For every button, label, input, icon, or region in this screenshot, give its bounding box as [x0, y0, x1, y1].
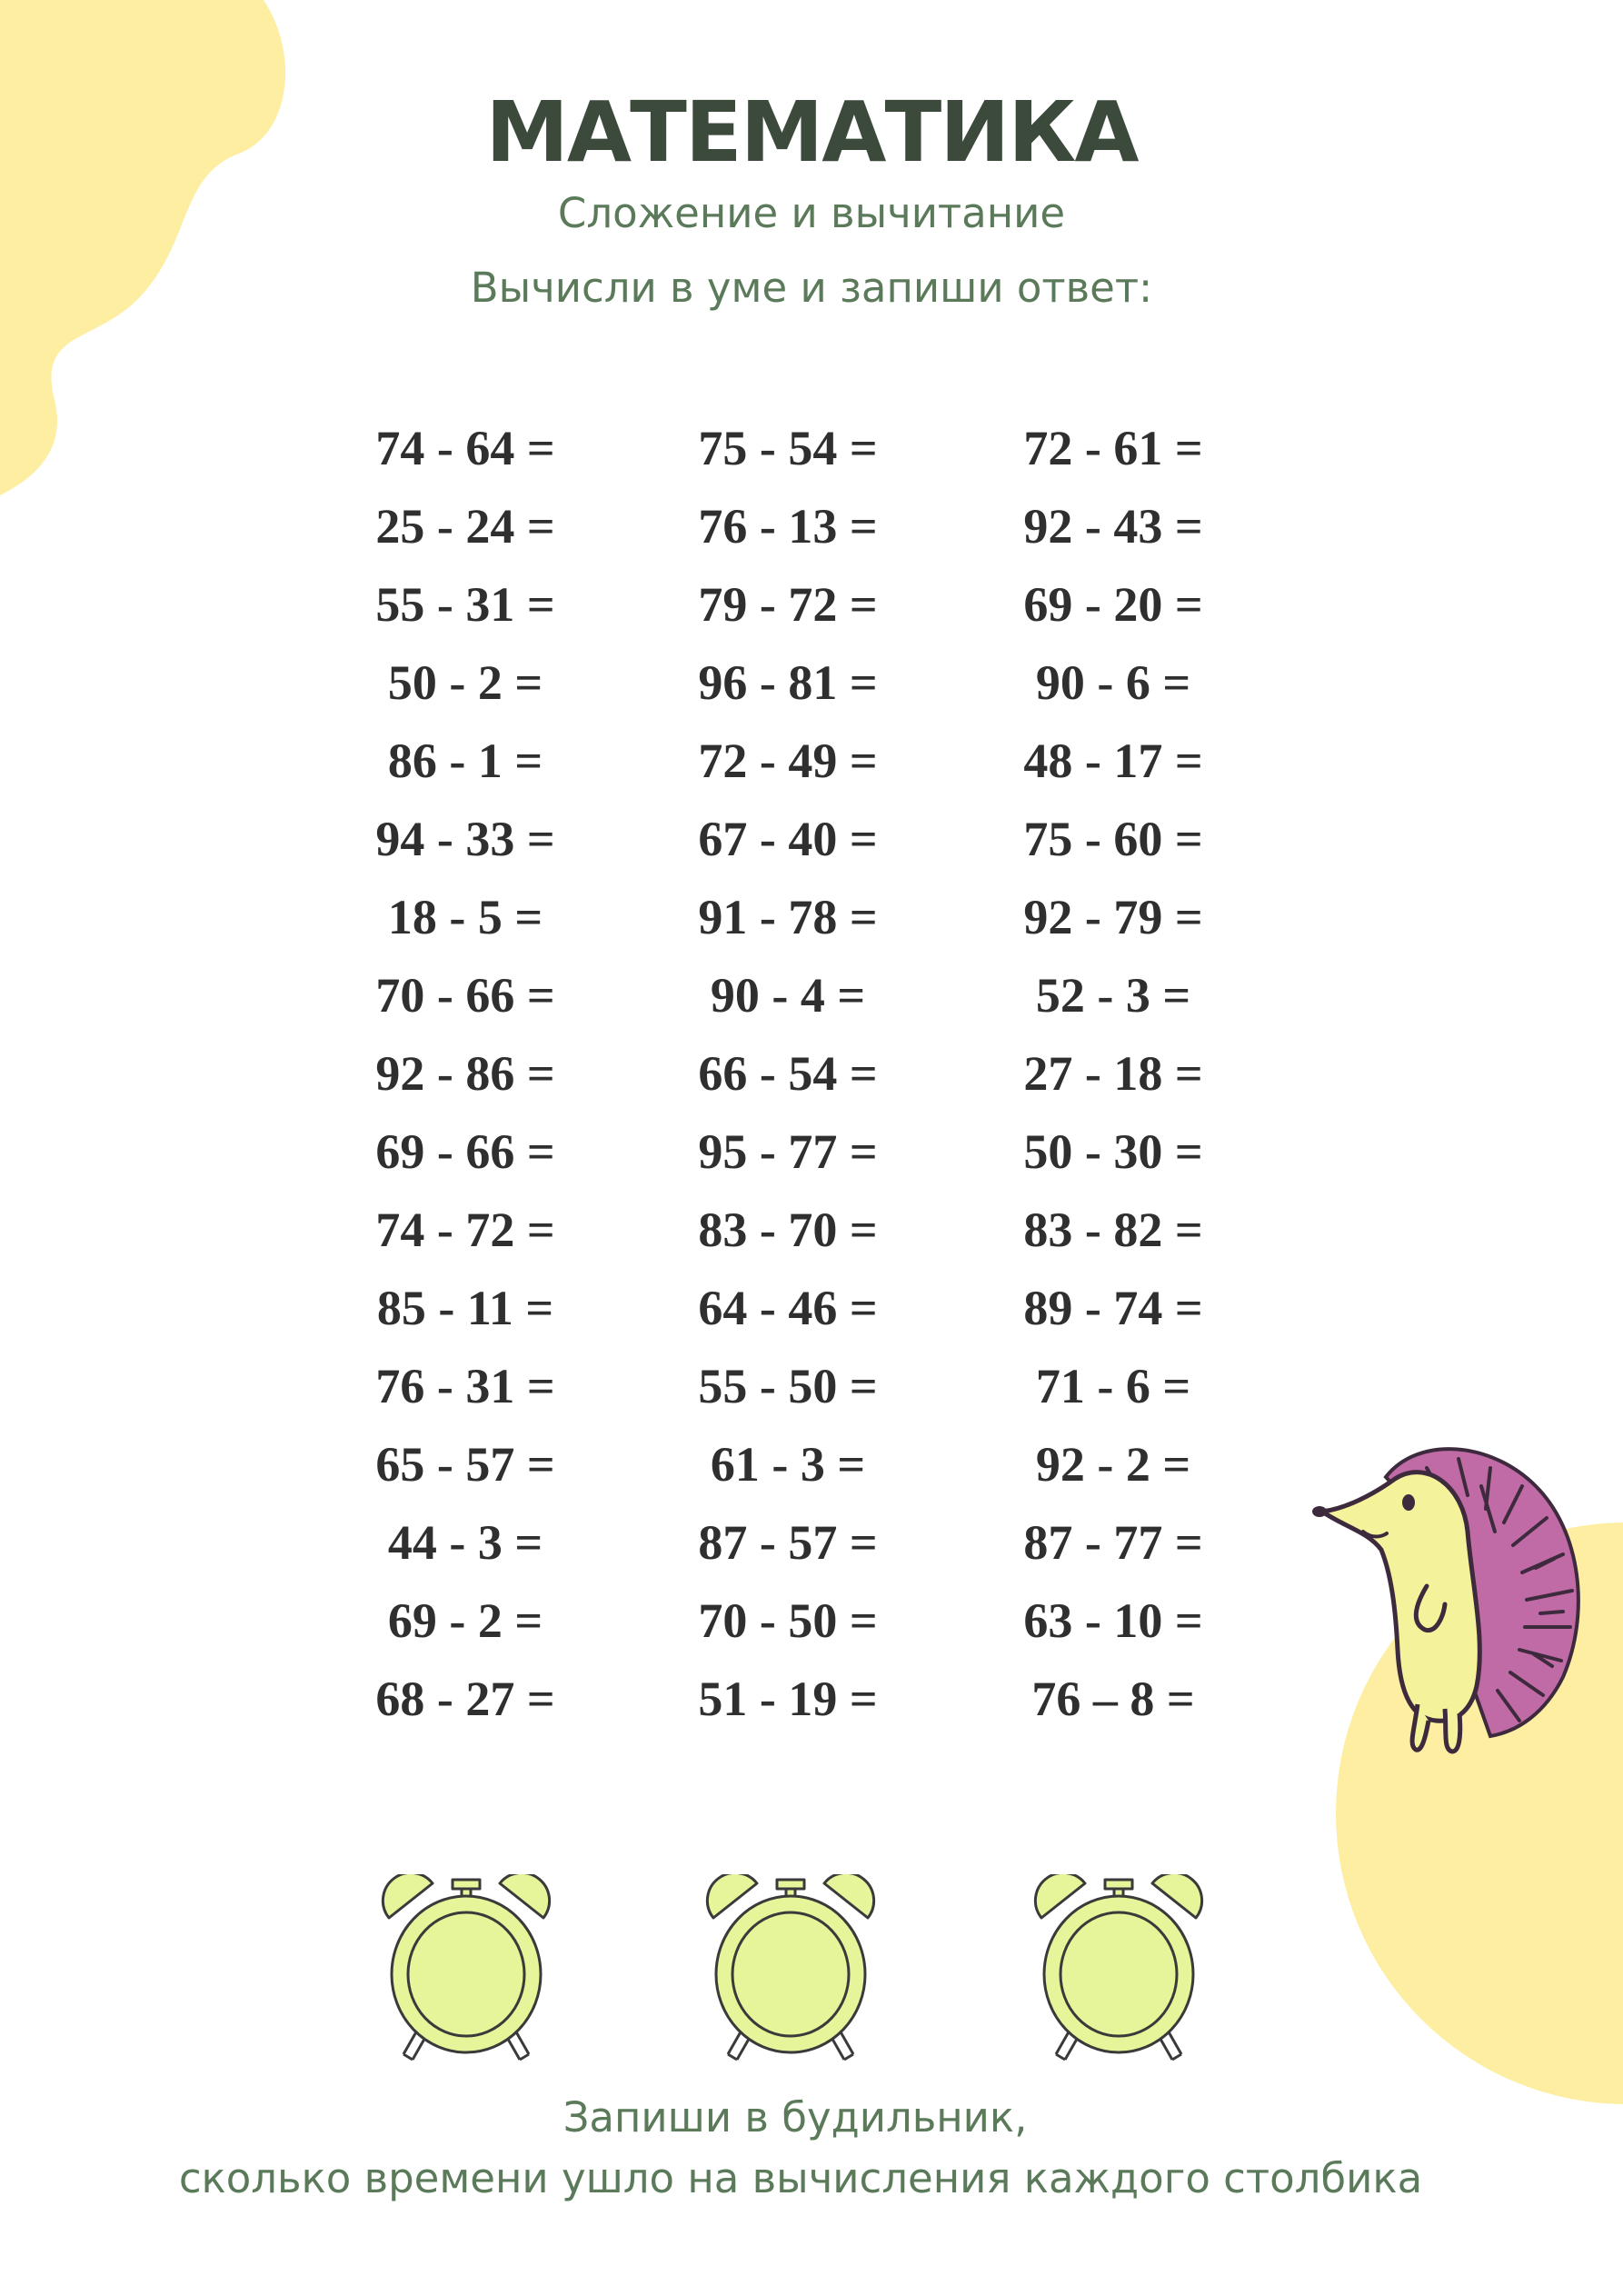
alarm-clock-icon: [380, 1874, 553, 2065]
exercise: 83 - 70 =: [698, 1203, 878, 1257]
exercise: 65 - 57 =: [375, 1437, 555, 1492]
exercise: 76 - 13 =: [698, 499, 878, 554]
exercise: 70 - 66 =: [375, 968, 555, 1023]
exercise: 67 - 40 =: [698, 812, 878, 866]
exercise: 74 - 72 =: [375, 1203, 555, 1257]
exercise: 87 - 57 =: [698, 1515, 878, 1570]
exercise: 72 - 49 =: [698, 734, 878, 788]
exercise: 90 - 4 =: [710, 968, 866, 1023]
exercise: 27 - 18 =: [1023, 1046, 1203, 1101]
exercise: 76 – 8 =: [1031, 1672, 1195, 1726]
exercise: 94 - 33 =: [375, 812, 555, 866]
exercise: 69 - 20 =: [1023, 577, 1203, 632]
exercise: 85 - 11 =: [376, 1281, 554, 1335]
exercise: 48 - 17 =: [1023, 734, 1203, 788]
exercise: 75 - 60 =: [1023, 812, 1203, 866]
exercise: 70 - 50 =: [698, 1593, 878, 1648]
exercise-column-2: [597, 414, 979, 1742]
exercise: 79 - 72 =: [698, 577, 878, 632]
footer-line-2: сколько времени ушло на вычисления каждого столбика: [178, 2154, 1423, 2202]
exercise: 86 - 1 =: [387, 734, 543, 788]
exercise: 50 - 2 =: [387, 655, 543, 710]
exercise: 52 - 3 =: [1035, 968, 1191, 1023]
exercise: 64 - 46 =: [698, 1281, 878, 1335]
exercise: 44 - 3 =: [387, 1515, 543, 1570]
exercise: 50 - 30 =: [1023, 1124, 1203, 1179]
exercise: 92 - 79 =: [1023, 890, 1203, 944]
exercise: 61 - 3 =: [710, 1437, 866, 1492]
page-subtitle: Сложение и вычитание: [557, 189, 1066, 237]
exercise: 55 - 31 =: [375, 577, 555, 632]
page-title: МАТЕМАТИКА: [485, 84, 1138, 181]
exercise: 96 - 81 =: [698, 655, 878, 710]
exercise: 69 - 66 =: [375, 1124, 555, 1179]
exercise: 63 - 10 =: [1023, 1593, 1203, 1648]
exercise: 95 - 77 =: [698, 1124, 878, 1179]
alarm-clock-icon: [704, 1874, 877, 2065]
instruction-text: Вычисли в уме и запиши ответ:: [470, 264, 1153, 312]
exercise: 74 - 64 =: [375, 421, 555, 475]
exercise: 72 - 61 =: [1023, 421, 1203, 475]
exercise: 71 - 6 =: [1035, 1359, 1191, 1413]
footer-line-1: Запиши в будильник,: [563, 2093, 1028, 2141]
exercise-column-3: [922, 414, 1304, 1742]
exercise: 87 - 77 =: [1023, 1515, 1203, 1570]
exercise: 55 - 50 =: [698, 1359, 878, 1413]
exercise: 69 - 2 =: [387, 1593, 543, 1648]
exercise: 66 - 54 =: [698, 1046, 878, 1101]
yellow-blob-top-left: [0, 0, 300, 509]
exercise: 92 - 2 =: [1035, 1437, 1191, 1492]
exercise: 25 - 24 =: [375, 499, 555, 554]
hedgehog-illustration: [1309, 1432, 1599, 1777]
exercise: 75 - 54 =: [698, 421, 878, 475]
exercise: 91 - 78 =: [698, 890, 878, 944]
exercise: 68 - 27 =: [375, 1672, 555, 1726]
exercise: 90 - 6 =: [1035, 655, 1191, 710]
exercise: 89 - 74 =: [1023, 1281, 1203, 1335]
exercise: 76 - 31 =: [375, 1359, 555, 1413]
exercise: 92 - 43 =: [1023, 499, 1203, 554]
exercise: 18 - 5 =: [387, 890, 543, 944]
exercise: 51 - 19 =: [698, 1672, 878, 1726]
exercise: 83 - 82 =: [1023, 1203, 1203, 1257]
alarm-clock-icon: [1032, 1874, 1205, 2065]
exercise: 92 - 86 =: [375, 1046, 555, 1101]
